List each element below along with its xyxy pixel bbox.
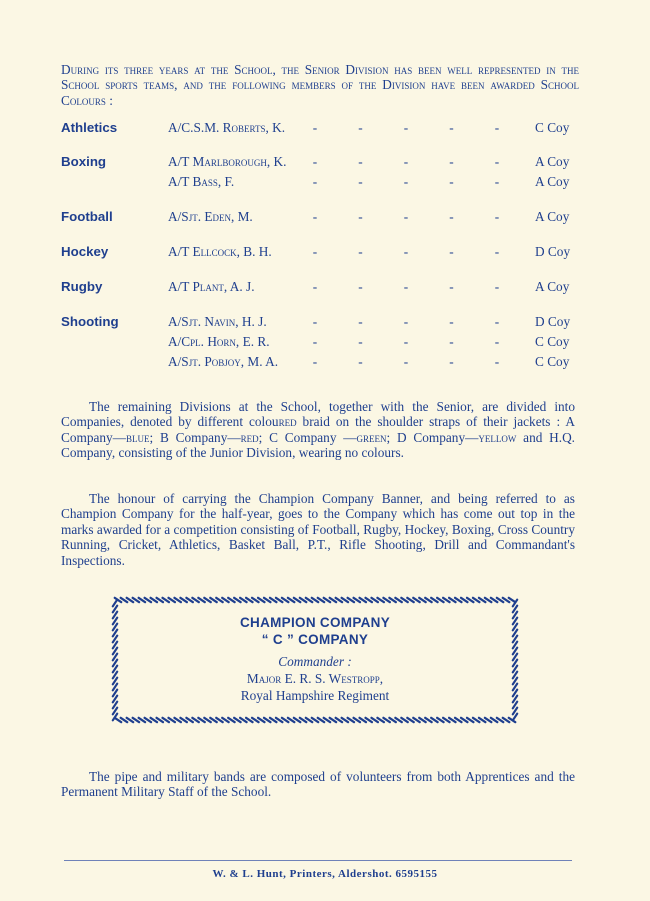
leader-dashes: - - - - - xyxy=(312,354,500,369)
leader-dashes: - - - - - xyxy=(312,154,500,169)
company-name: A Coy xyxy=(535,209,570,224)
colours-row xyxy=(61,118,591,138)
colours-row xyxy=(61,277,591,297)
leader-dashes: - - - - - xyxy=(312,244,500,259)
sport-name: Football xyxy=(61,209,113,224)
leader-dashes: - - - - - xyxy=(312,209,500,224)
company-name: D Coy xyxy=(535,314,571,329)
company-name: C Coy xyxy=(535,354,570,369)
member-name: A/T Marlborough, K. xyxy=(168,154,287,169)
commander-name: Major E. R. S. Westropp, xyxy=(246,671,384,686)
footer-rule xyxy=(64,860,572,861)
company-name: A Coy xyxy=(535,279,570,294)
company-name: A Coy xyxy=(535,174,570,189)
company-name: D Coy xyxy=(535,244,571,259)
banner-paragraph: The honour of carrying the Champion Company Banner, and being referred to as Champion Company for the half-year, goes to the Company which has come out top in the marks awarded for a competition consisting of Football, Rugby, Hockey, Boxing, Cross Country Running, Cricket, Athletics, Basket Ball, P.T., Rifle Shooting, Drill and Commandant's Inspections. xyxy=(61,491,575,568)
sport-group xyxy=(61,242,591,262)
champion-title: CHAMPION COMPANY xyxy=(239,615,391,630)
champion-company-box xyxy=(111,596,519,724)
bands-paragraph: The pipe and military bands are composed of volunteers from both Apprentices and the Permanent Military Staff of the School. xyxy=(61,769,575,800)
sport-name: Boxing xyxy=(61,154,107,169)
company-name: C Coy xyxy=(535,334,570,349)
sport-group xyxy=(61,312,591,372)
divisions-paragraph: The remaining Divisions at the School, together with the Senior, are divided into Companies, denoted by different coloured braid on the shoulder straps of their jackets : A Company—blue; B Company—red; C Company —green; D Company—yellow and H.Q. Company, consisting of the Junior Division, wearing no colours. xyxy=(61,399,576,461)
colours-row xyxy=(61,332,591,352)
colours-row xyxy=(61,312,591,332)
sport-name: Shooting xyxy=(61,314,119,329)
company-name: C Coy xyxy=(535,120,570,135)
member-name: A/T Bass, F. xyxy=(168,174,235,189)
sport-name: Hockey xyxy=(61,244,109,259)
commander-label: Commander : xyxy=(278,654,352,669)
member-name: A/T Ellcock, B. H. xyxy=(168,244,272,259)
colours-row xyxy=(61,172,591,192)
sport-name: Athletics xyxy=(61,120,118,135)
leader-dashes: - - - - - xyxy=(312,334,500,349)
colours-row xyxy=(61,242,591,262)
leader-dashes: - - - - - xyxy=(312,314,500,329)
leader-dashes: - - - - - xyxy=(312,174,500,189)
member-name: A/C.S.M. Roberts, K. xyxy=(168,120,286,135)
printer-imprint: W. & L. Hunt, Printers, Aldershot. 6595155 xyxy=(212,868,438,880)
sport-name: Rugby xyxy=(61,279,103,294)
colours-row xyxy=(61,352,591,372)
school-colours-list xyxy=(61,118,591,372)
sport-group xyxy=(61,152,591,192)
intro-paragraph: During its three years at the School, the Senior Division has been well represented in the School sports teams, and the following members of the Division have been awarded School Colours : xyxy=(61,62,579,108)
colours-row xyxy=(61,207,591,227)
sport-group xyxy=(61,277,591,297)
leader-dashes: - - - - - xyxy=(312,279,500,294)
member-name: A/Sjt. Navin, H. J. xyxy=(168,314,267,329)
sport-group xyxy=(61,207,591,227)
colours-row xyxy=(61,152,591,172)
sport-group xyxy=(61,118,591,138)
member-name: A/Sjt. Eden, M. xyxy=(168,209,253,224)
champion-company: “ C ” COMPANY xyxy=(261,632,369,647)
leader-dashes: - - - - - xyxy=(312,120,500,135)
member-name: A/T Plant, A. J. xyxy=(168,279,255,294)
regiment-name: Royal Hampshire Regiment xyxy=(240,688,390,703)
member-name: A/Cpl. Horn, E. R. xyxy=(168,334,270,349)
company-name: A Coy xyxy=(535,154,570,169)
member-name: A/Sjt. Pobjoy, M. A. xyxy=(168,354,279,369)
